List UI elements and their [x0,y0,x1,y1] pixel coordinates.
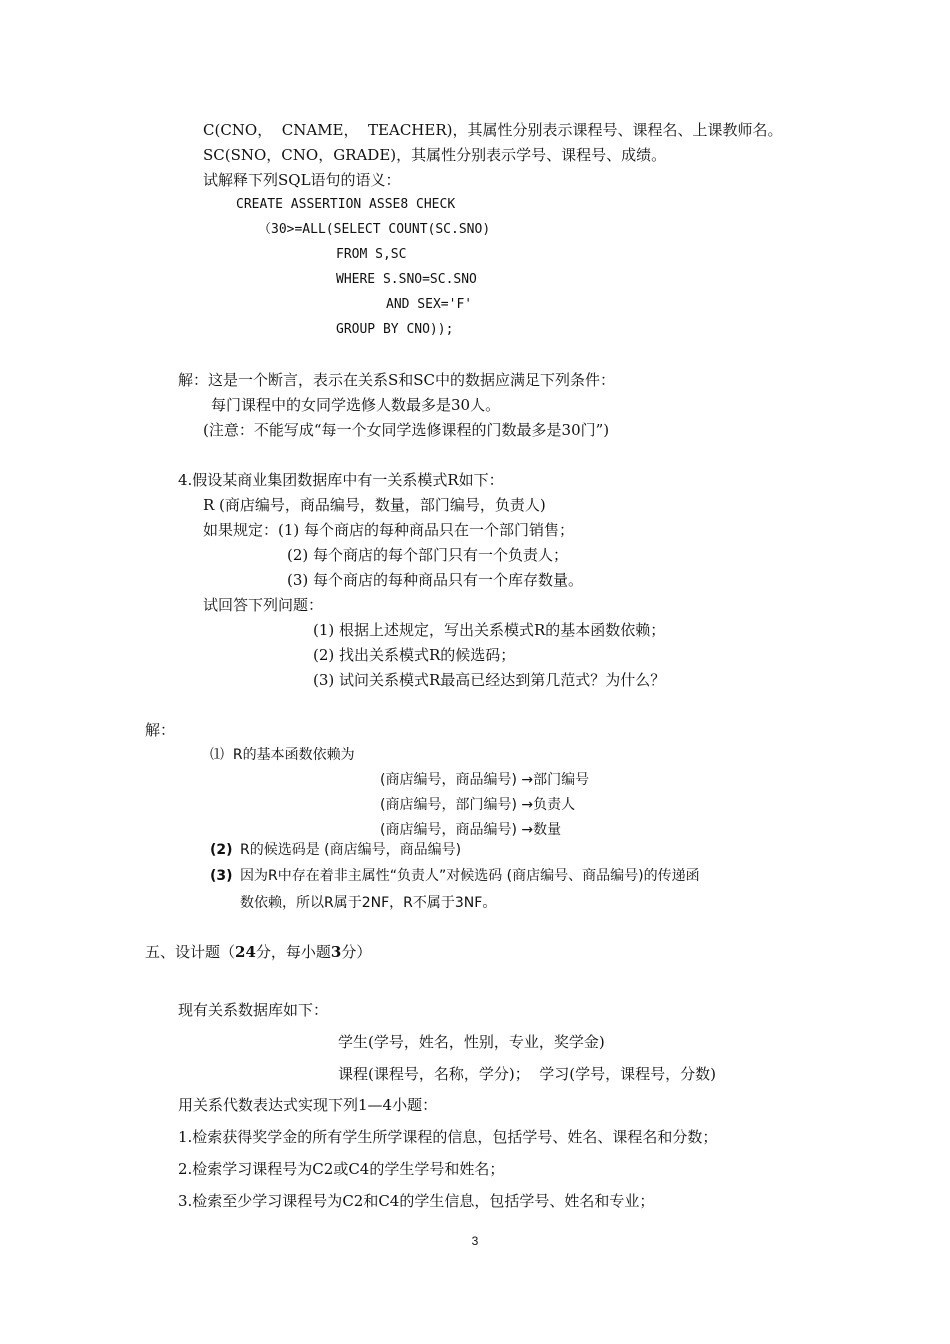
section-5-total-score: 24 [235,943,256,961]
question-4-schema: R (商店编号，商品编号，数量，部门编号，负责人) [203,496,546,514]
sql-line-6: GROUP BY CNO)); [336,322,454,337]
sql-line-1: CREATE ASSERTION ASSE8 CHECK [236,197,456,212]
sql-line-2: （30>=ALL(SELECT COUNT(SC.SNO) [258,222,491,237]
answer-4-item-2-number: (2) [210,842,233,858]
functional-dependency-2: (商店编号，部门编号) →负责人 [380,797,576,813]
answer-4-item-3-number: (3) [210,868,233,884]
section-5-heading-prefix: 五、设计题（ [145,943,236,961]
question-4-rule-1: 如果规定：(1) 每个商店的每种商品只在一个部门销售； [203,521,575,539]
question-4-ask: 试回答下列问题： [203,596,324,614]
answer-4-item-3: 因为R中存在着非主属性“负责人”对候选码 (商店编号、商品编号)的传递函 [240,868,700,884]
section-5-item-score: 3 [330,943,342,961]
section-5-heading-mid: 分，每小题 [255,943,331,961]
answer-3-note: (注意：不能写成“每一个女同学选修课程的门数最多是30门”) [203,421,610,439]
answer-3-line-1: 解：这是一个断言，表示在关系S和SC中的数据应满足下列条件： [178,371,616,389]
task-intro: 用关系代数表达式实现下列1—4小题： [178,1096,438,1114]
question-4-ask-3: (3) 试问关系模式R最高已经达到第几范式？为什么？ [313,671,666,689]
section-5-heading [145,942,371,962]
sql-line-3: FROM S,SC [336,247,407,262]
relation-course-study: 课程(课程号，名称，学分)； 学习(学号，课程号，分数) [338,1065,716,1083]
sql-line-5: AND SEX='F' [386,297,473,312]
relation-c-description: C(CNO， CNAME， TEACHER)，其属性分别表示课程号、课程名、上课教师名。 [203,121,783,139]
relation-student: 学生(学号，姓名，性别，专业，奖学金) [338,1033,605,1051]
task-1: 1.检索获得奖学金的所有学生所学课程的信息，包括学号、姓名、课程名和分数； [178,1128,718,1146]
sql-line-4: WHERE S.SNO=SC.SNO [336,272,477,287]
question-4-rule-2: (2) 每个商店的每个部门只有一个负责人； [287,546,569,564]
answer-4-item-1: ⑴ R的基本函数依赖为 [210,747,355,763]
sql-instruction: 试解释下列SQL语句的语义： [203,171,401,189]
functional-dependency-3: (商店编号，商品编号) →数量 [380,822,562,838]
task-2: 2.检索学习课程号为C2或C4的学生学号和姓名； [178,1160,505,1178]
functional-dependency-1: (商店编号，商品编号) →部门编号 [380,772,590,788]
answer-4-item-3-continued: 数依赖，所以R属于2NF，R不属于3NF。 [240,895,497,911]
question-4-ask-1: (1) 根据上述规定，写出关系模式R的基本函数依赖； [313,621,666,639]
page-number: 3 [471,1234,479,1248]
question-4-ask-2: (2) 找出关系模式R的候选码； [313,646,516,664]
question-4-title: 4.假设某商业集团数据库中有一关系模式R如下： [178,471,504,489]
database-intro: 现有关系数据库如下： [178,1001,329,1019]
answer-4-item-2: R的候选码是 (商店编号，商品编号) [240,842,462,858]
question-4-rule-3: (3) 每个商店的每种商品只有一个库存数量。 [287,571,584,589]
answer-4-label: 解： [145,721,176,739]
relation-sc-description: SC(SNO，CNO，GRADE)，其属性分别表示学号、课程号、成绩。 [203,146,667,164]
answer-3-line-2: 每门课程中的女同学选修人数最多是30人。 [211,396,501,414]
task-3: 3.检索至少学习课程号为C2和C4的学生信息，包括学号、姓名和专业； [178,1192,655,1210]
section-5-heading-suffix: 分） [341,943,372,961]
